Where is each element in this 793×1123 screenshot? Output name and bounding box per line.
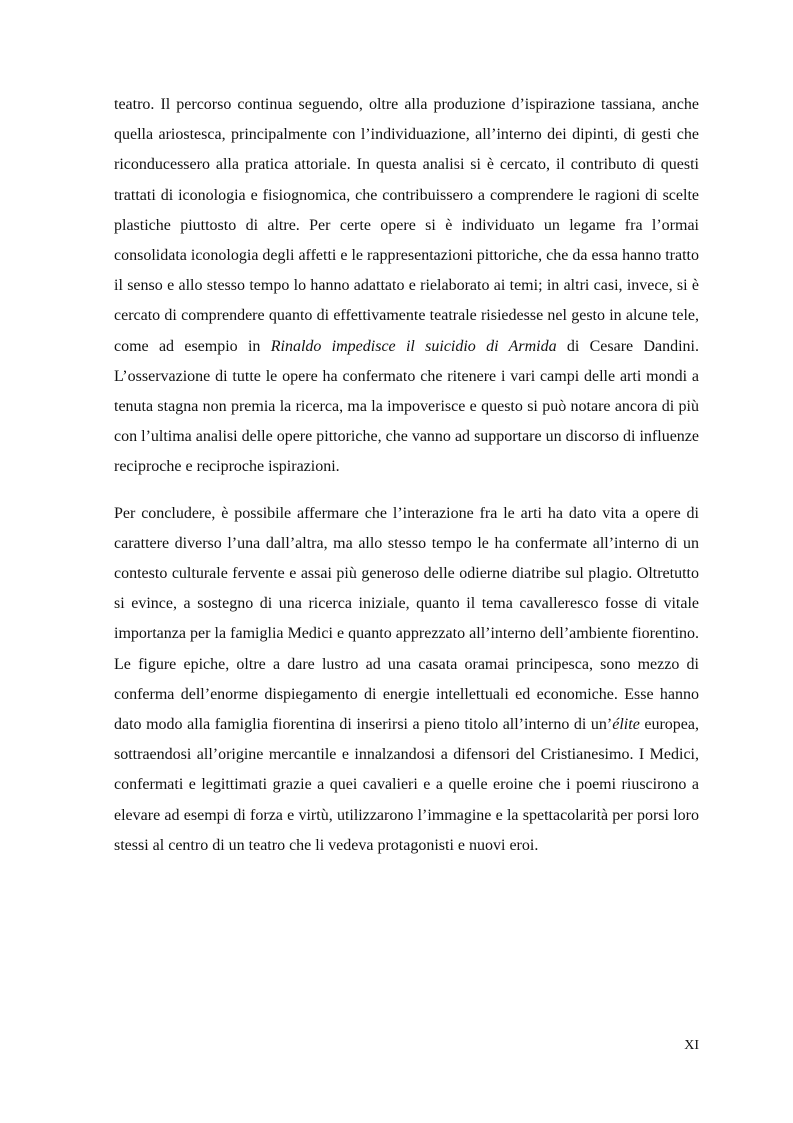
paragraph-2-text-b: europea, sottraendosi all’origine mercantile e innalzandosi a difensori del Cristianesimo. I Medici, confermati e legittimati grazie a quei cavalieri e a quelle eroine che i poemi riuscirono a elevare ad esempi di forza e virtù, utilizzarono l’immagine e la spettacolarità per porsi loro stessi al centro di un teatro che li vedeva protagonisti e nuovi eroi. — [114, 716, 699, 854]
paragraph-2 — [114, 499, 699, 861]
italic-word-elite: élite — [612, 716, 640, 734]
paragraph-2-text-a: Per concludere, è possibile affermare che l’interazione fra le arti ha dato vita a opere di carattere diverso l’una dall’altra, ma allo stesso tempo le ha confermate all’interno di un contesto culturale fervente e assai più generoso delle odierne diatribe sul plagio. Oltretutto si evince, a sostegno di una ricerca iniziale, quanto il tema cavalleresco fosse di vitale importanza per la famiglia Medici e quanto apprezzato all’interno dell’ambiente fiorentino. Le figure epiche, oltre a dare lustro ad una casata oramai principesca, sono mezzo di conferma dell’enorme dispiegamento di energie intellettuali ed economiche. Esse hanno dato modo alla famiglia fiorentina di inserirsi a pieno titolo all’interno di un’ — [114, 504, 699, 734]
artwork-title: Rinaldo impedisce il suicidio di Armida — [270, 337, 557, 355]
document-body — [114, 90, 699, 861]
page-number: XI — [684, 1038, 699, 1053]
paragraph-1 — [114, 90, 699, 483]
paragraph-1-text-a: teatro. Il percorso continua seguendo, oltre alla produzione d’ispirazione tassiana, anche quella ariostesca, principalmente con l’individuazione, all’interno dei dipinti, di gesti che riconducessero alla pratica attoriale. In questa analisi si è cercato, il contributo di questi trattati di iconologia e fisiognomica, che contribuissero a comprendere le ragioni di scelte plastiche piuttosto di altre. Per certe opere si è individuato un legame fra l’ormai consolidata iconologia degli affetti e le rappresentazioni pittoriche, che da essa hanno tratto il senso e allo stesso tempo lo hanno adattato e rielaborato ai temi; in altri casi, invece, si è cercato di comprendere quanto di effettivamente teatrale risiedesse nel gesto in alcune tele, come ad esempio in — [114, 96, 699, 355]
paragraph-1-text-b: di Cesare Dandini. L’osservazione di tutte le opere ha confermato che ritenere i vari campi delle arti mondi a tenuta stagna non premia la ricerca, ma la impoverisce e questo si può notare ancora di più con l’ultima analisi delle opere pittoriche, che vanno ad supportare un discorso di influenze reciproche e reciproche ispirazioni. — [114, 337, 700, 476]
